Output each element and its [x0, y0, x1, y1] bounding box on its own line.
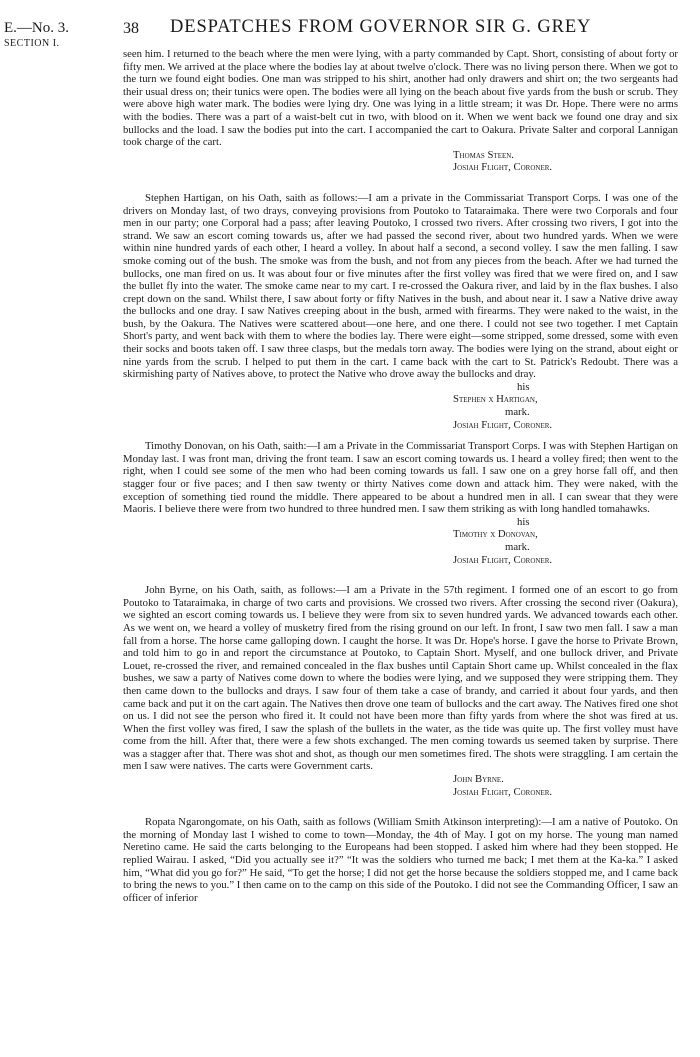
- testimony-hartigan-text: Stephen Hartigan, on his Oath, saith as follows:—I am a private in the Commissariat Transport Corps. I was one of the drivers on Monday last, of two drays, conveying provisions from Poutoko to Tataraimaka. There were two Corporals and four men in our party; one Corporal had a pass; after leaving Poutoko, I crossed two rivers. After crossing two rivers, I got into the strand. We saw an escort coming towards us, after we had passed the second river, about two hundred yards. When we were within nine hundred yards of each other, I heard a volley. In about half a second, a second volley. I saw the men falling. I saw smoke coming out of the bush. The smoke was from the bush, and not from any pieces from the beach. After we had turned the bullocks, one man fired on us. It was about four or five minutes after the first volley was fired that we were fired on, and I saw the bullet fly into the water. The smoke came near to my cart. I re-crossed the Oakura river, and laid by in the flax bushes. I also crept down on the sand. Whilst there, I saw about forty or fifty Natives in the bush, and about near it. I saw a Native drive away the bullocks and one dray. I saw Natives creeping about in the bush, armed with firearms. They were naked to the waist, in the bush, by the Oakura. The Natives were scattered about—one here, and one there. I could not see two together. I met Captain Short's party, and went back with them to where the bodies lay. There were eight—some stripped, some dressed, some with even their socks and boots taken off. I saw three clasps, but the medals torn away. The bodies were lying on the strand, about eight or nine yards from the scrub. I helped to put them in the cart. I came back with the cart to St. Patrick's Redoubt. There was a skirmishing party of Natives above, to protect the Native who drove away the bullocks and dray.: [123, 191, 678, 381]
- signature-his: his: [517, 515, 530, 528]
- coroner-signature: Josiah Flight, Coroner.: [453, 785, 553, 798]
- testimony-byrne-text: John Byrne, on his Oath, saith, as follows:—I am a Private in the 57th regiment. I formed one of an escort to go from Poutoko to Tataraimaka, in charge of two carts and provisions. We crossed two rivers. After crossing the second river (Oakura), we sighted an escort coming towards us. I believe they were from six to seven hundred yards. We advanced towards each other. As we went on, we heard a volley of musketry fired from the rising ground on our left. In front, I saw two men fall. I saw a man fall from a horse. The horse came galloping down. I caught the horse. It was Dr. Hope's horse. I gave the horse to Private Brown, and told him to go in and report the circumstance at Poutoko, to Captain Short. Myself, and one bullock driver, and Private Louet, re-crossed the river, and remained concealed in the flax bushes until Captain Short came up. Whilst concealed in the flax bushes, we saw a party of Natives come down to where the bodies were lying, and we supposed they were stripping them. They then came down to the bullocks and drays. I saw four of them take a case of brandy, and carried it about four yards, and then came back and put it on the cart again. The Natives then drove one team of bullocks and the cart away. The Natives fired one shot on us. I did not see the person who fired it. It could not have been more than fifty yards from where the shot was fired at us. When the first volley was fired, I saw the splash of the bullets in the water, as the tide was quite up. The first volley must have come from the hill. After that, there were a few shots exchanged. The men coming towards us seemed taken by surprise. There was a stagger after that. There was shot and shot, as though our men sometimes fired. The shots were straggling. I am certain the men I saw were natives. The carts were Government carts.: [123, 584, 678, 773]
- signature-block-steen: [453, 149, 678, 174]
- signature-block-hartigan: [453, 381, 678, 431]
- page-number: 38: [123, 20, 139, 37]
- signature-mark: mark.: [505, 540, 530, 553]
- signature-name: John Byrne.: [453, 773, 504, 786]
- signature-block-byrne: [453, 773, 678, 798]
- running-title: DESPATCHES FROM GOVERNOR SIR G. GREY: [170, 17, 592, 37]
- signature-name: Thomas Steen.: [453, 148, 514, 161]
- section-label: SECTION I.: [4, 38, 60, 49]
- signature-mark: mark.: [505, 406, 530, 419]
- testimony-ropata-text: Ropata Ngarongomate, on his Oath, saith as follows (William Smith Atkinson interpreting):—I am a native of Poutoko. On the morning of Monday last I wished to come to town—Monday, the 4th of May. I got on my horse. The young man named Neretino came. He said the carts belonging to the Europeans had been stopped. I asked him where had they been stopped. He replied Wairau. I asked, “Did you actually see it?” “It was the soldiers who turned me back; I met them at the Ka-ka.” I asked him, “What did you go for?” He said, “To get the horse; I did not get the horse because the soldiers stopped me, and I came back to bring the news to you.” I then came on to the camp on this side of the Poutoko. I did not see the Commanding Officer, I saw an officer of inferior: [123, 816, 678, 904]
- page-body: [123, 48, 678, 904]
- coroner-signature: Josiah Flight, Coroner.: [453, 553, 553, 566]
- signature-name: Stephen x Hartigan,: [453, 393, 538, 406]
- testimony-donovan-text: Timothy Donovan, on his Oath, saith:—I am a Private in the Commissariat Transport Corps. I was with Stephen Hartigan on Monday last. I was front man, driving the front team. I saw an escort coming towards us. I heard a volley fired; then went to the right, when I could see some of the men who had been coming towards us fall. I saw one on a grey horse fall off, and then stagger four or five paces; and I then saw twenty or thirty Natives come down and attack him. They were naked, with the exception of something tied round the middle. There appeared to be about a hundred men in all. I can swear that they were Maoris. I believe there were from two hundred to three hundred men. I saw them striking as with long handled tomahawks.: [123, 440, 678, 516]
- signature-block-donovan: [453, 516, 678, 566]
- signature-his: his: [517, 380, 530, 393]
- margin-reference: [4, 20, 69, 50]
- document-reference: E.—No. 3.: [4, 20, 69, 36]
- coroner-signature: Josiah Flight, Coroner.: [453, 161, 553, 174]
- coroner-signature: Josiah Flight, Coroner.: [453, 418, 553, 431]
- testimony-steen-text: seen him. I returned to the beach where the men were lying, with a party commanded by Capt. Short, consisting of about forty or fifty men. We arrived at the place where the bodies lay at about twelve o'clock. There was no living person there. When we got to the turn we found eight bodies. One man was stripped to his shirt, another had only drawers and shirt on; the two sergeants had their usual dress on; their tunics were open. The bodies were all lying on the beach about five yards from the bush or scrub. They were above high water mark. The bodies were lying dry. One was lying in a little stream; it was Dr. Hope. There were no arms with the bodies. There was a part of a waist-belt cut in two, with blood on it. When we went back we found one dray and six bullocks and the load. I saw the bodies put into the cart. I accompanied the cart to Oakura. Private Salter and corporal Lannigan took charge of the cart.: [123, 48, 678, 149]
- signature-name: Timothy x Donovan,: [453, 528, 538, 541]
